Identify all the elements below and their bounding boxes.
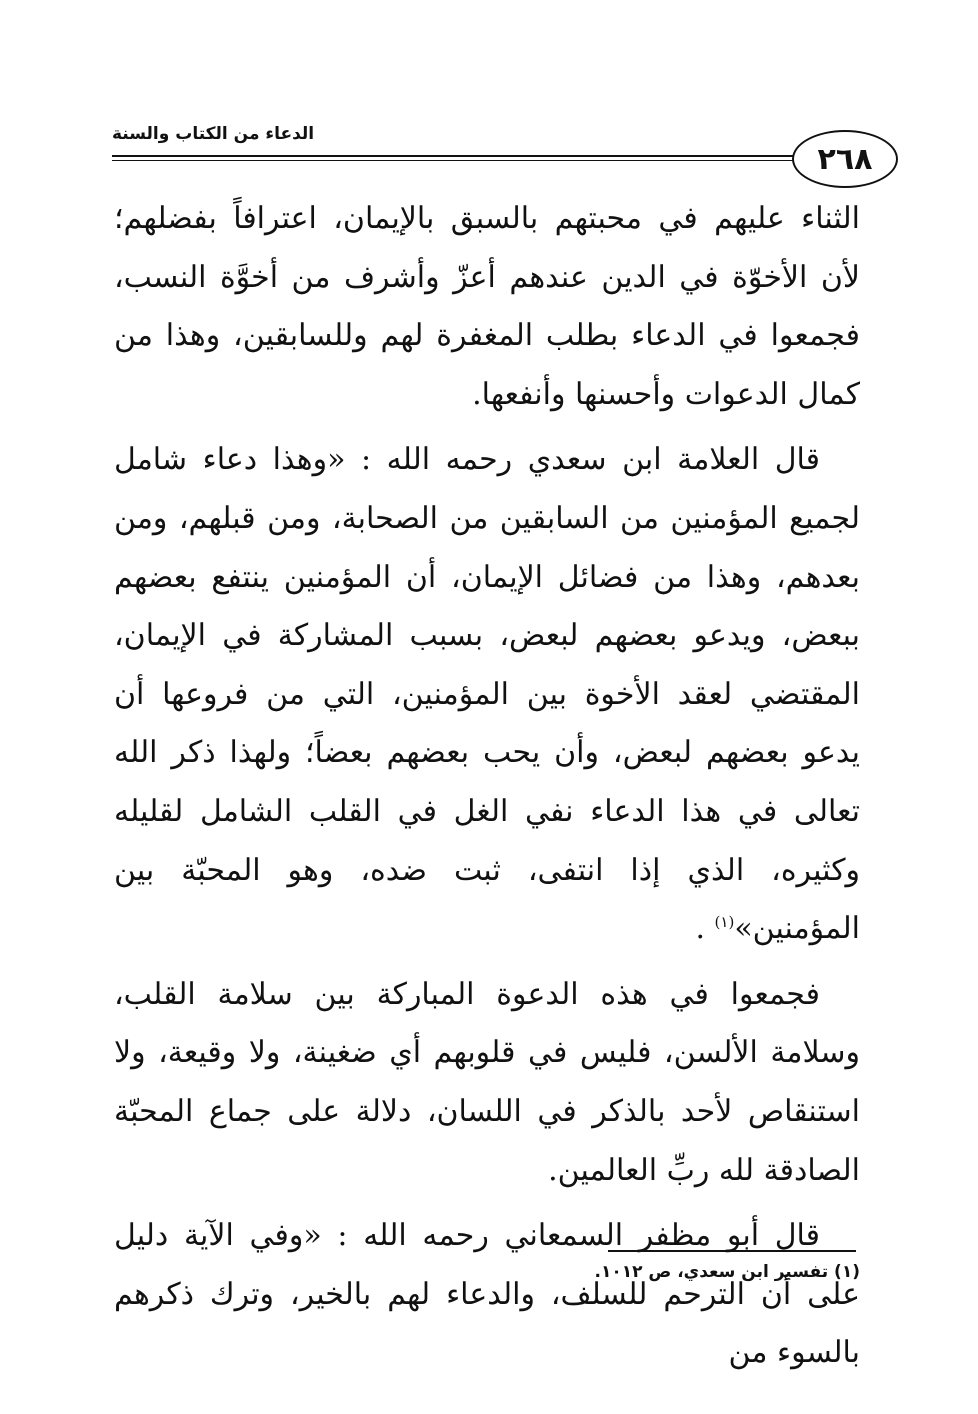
footnote-rule — [608, 1250, 856, 1252]
paragraph: فجمعوا في هذه الدعوة المباركة بين سلامة القلب، وسلامة الألسن، فليس في قلوبهم أي ضغينة، ولا وقيعة، ولا استنقاص لأحد بالذكر في اللسان، دلالة على جماع المحبّة الصادقة لله ربِّ العالمين. — [114, 976, 860, 1188]
running-title: الدعاء من الكتاب والسنة — [112, 124, 315, 144]
page-number: ٢٦٨ — [792, 130, 898, 188]
page-header — [112, 118, 898, 198]
footnote: (١) تفسير ابن سعدي، ص ١٠١٢. — [594, 1262, 860, 1282]
paragraph-tail: . — [695, 911, 715, 947]
header-rule — [112, 155, 802, 161]
body-text — [114, 190, 860, 1383]
paragraph: قال أبو مظفر السمعاني رحمه الله : «وفي الآية دليل على أن الترحم للسلف، والدعاء لهم بالخير، وترك ذكرهم بالسوء من — [114, 1218, 860, 1371]
paragraph — [114, 431, 860, 958]
paragraph: الثناء عليهم في محبتهم بالسبق بالإيمان، اعترافاً بفضلهم؛ لأن الأخوّة في الدين عندهم أعزّ وأشرف من أخوَّة النسب، فجمعوا في الدعاء بطلب المغفرة لهم وللسابقين، وهذا من كمال الدعوات وأحسنها وأنفعها. — [114, 201, 860, 412]
paragraph-text: قال العلامة ابن سعدي رحمه الله : «وهذا دعاء شامل لجميع المؤمنين من السابقين من الصحابة، ومن قبلهم، ومن بعدهم، وهذا من فضائل الإيمان، أن المؤمنين ينتفع بعضهم ببعض، ويدعو بعضهم لبعض، بسبب المشاركة في الإيمان، المقتضي لعقد الأخوة بين المؤمنين، التي من فروعها أن يدعو بعضهم لبعض، وأن يحب بعضهم بعضاً؛ ولهذا ذكر الله تعالى في هذا الدعاء نفي الغل في القلب الشامل لقليله وكثيره، الذي إذا انتفى، ثبت ضده، وهو المحبّة بين المؤمنين» — [114, 442, 860, 947]
footnote-reference[interactable]: (١) — [714, 913, 735, 932]
